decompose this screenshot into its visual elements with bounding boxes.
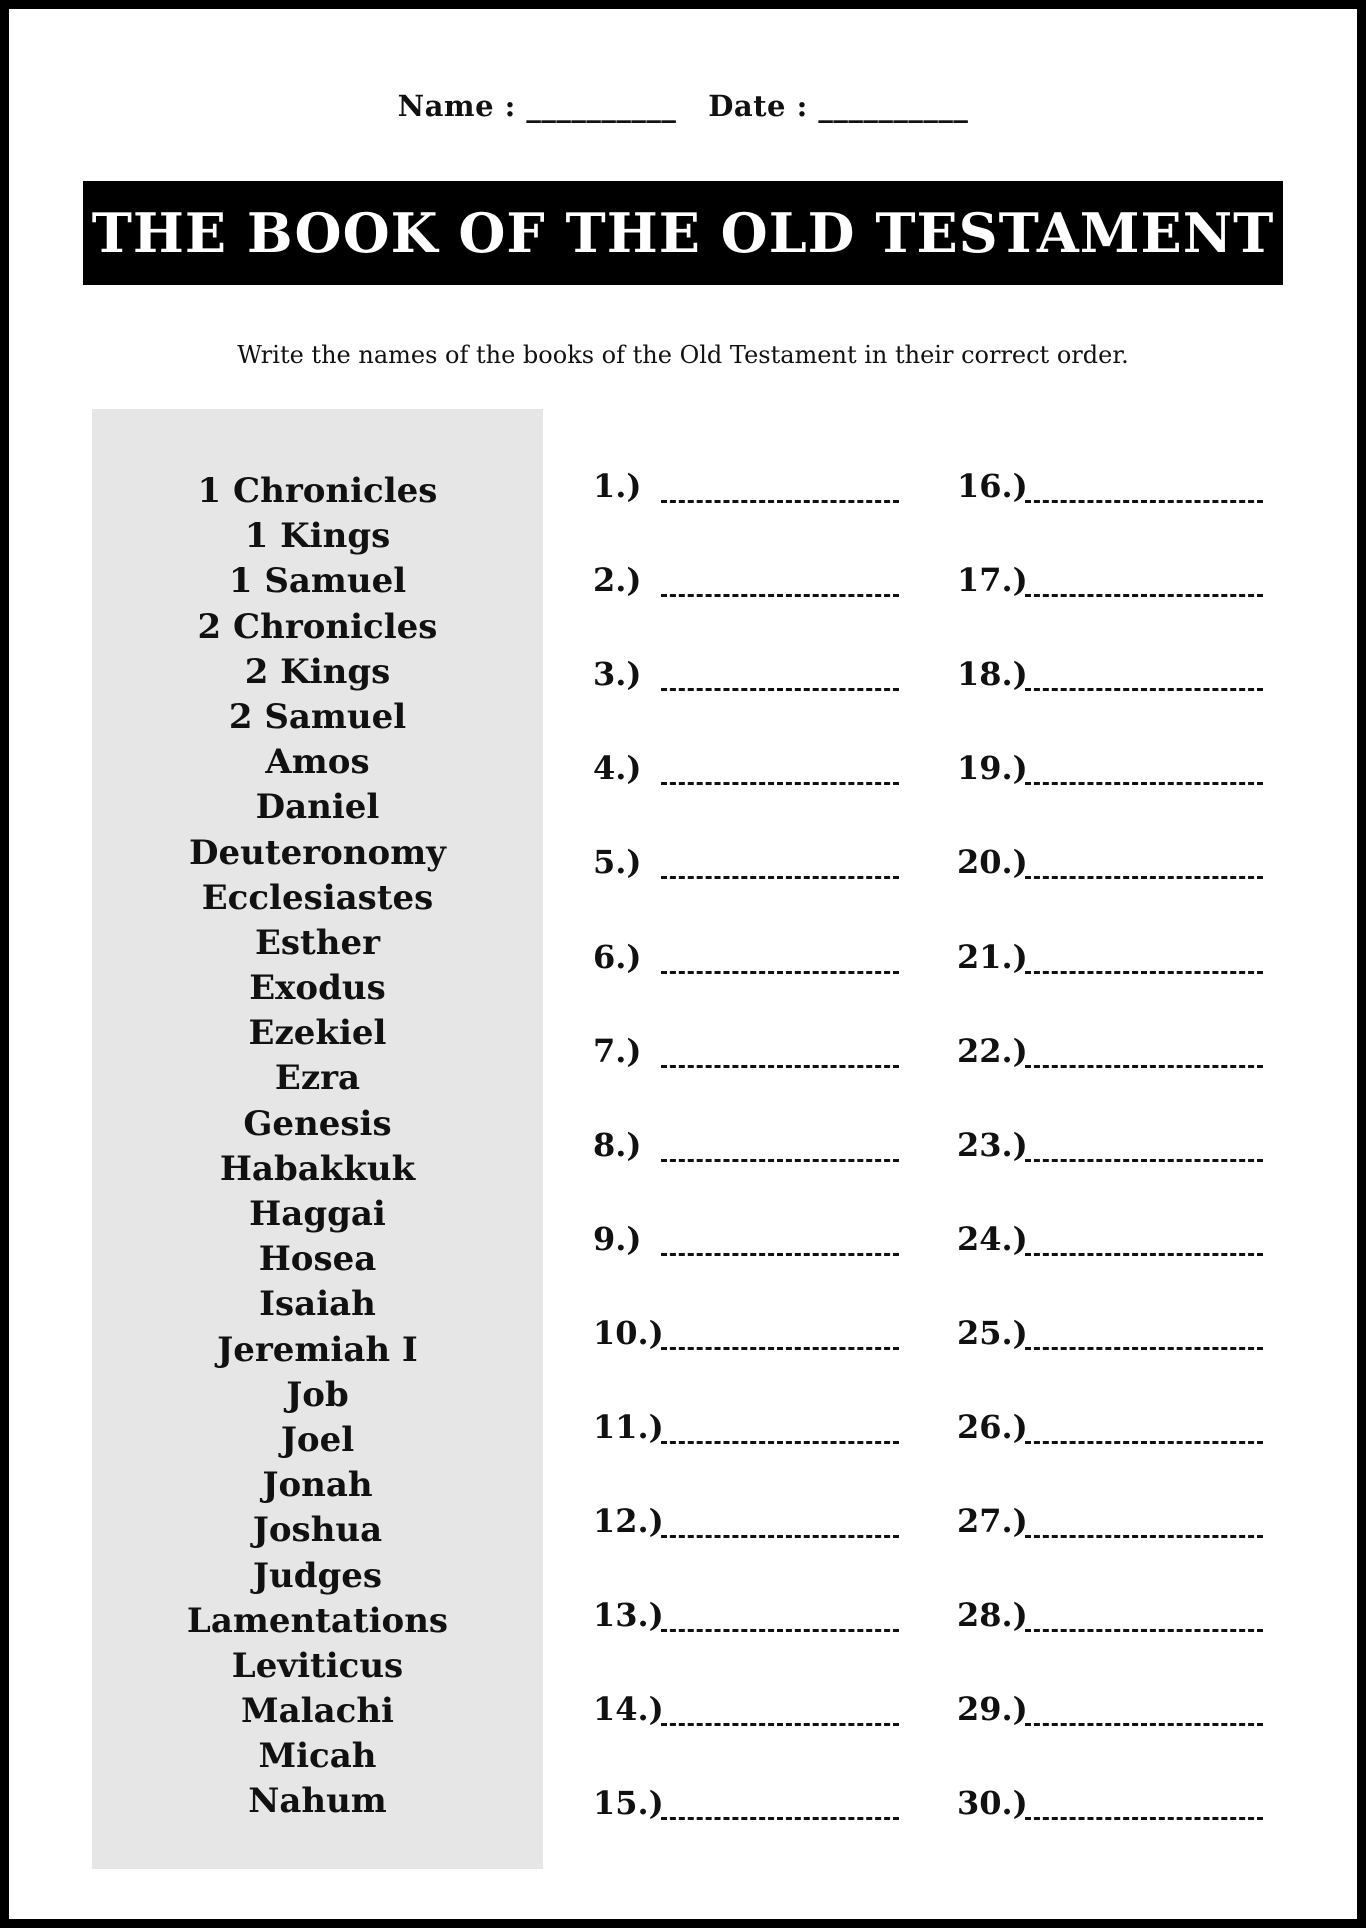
answer-row bbox=[593, 1314, 923, 1354]
answer-number: 6.) bbox=[593, 937, 642, 976]
answer-number: 9.) bbox=[593, 1219, 642, 1258]
answer-blank-line[interactable] bbox=[1025, 1441, 1263, 1444]
answer-row bbox=[593, 561, 923, 601]
answer-row bbox=[593, 1690, 923, 1730]
answer-blank-line[interactable] bbox=[661, 971, 899, 974]
word-bank-item: 1 Kings bbox=[244, 516, 391, 557]
answer-blank-line[interactable] bbox=[1025, 688, 1263, 691]
word-bank-item: Ezekiel bbox=[248, 1013, 387, 1054]
answer-row bbox=[593, 1502, 923, 1542]
answer-row bbox=[957, 467, 1287, 507]
answer-row bbox=[957, 1032, 1287, 1072]
word-bank-item: Isaiah bbox=[259, 1284, 376, 1325]
word-bank-item: Genesis bbox=[243, 1103, 392, 1144]
answer-blank-line[interactable] bbox=[661, 876, 899, 879]
answer-blank-line[interactable] bbox=[1025, 500, 1263, 503]
answer-row bbox=[593, 467, 923, 507]
answer-number: 28.) bbox=[957, 1596, 1028, 1635]
answer-blank-line[interactable] bbox=[1025, 1347, 1263, 1350]
answer-number: 15.) bbox=[593, 1784, 664, 1823]
word-bank-item: Lamentations bbox=[186, 1600, 449, 1641]
answer-blank-line[interactable] bbox=[661, 782, 899, 785]
worksheet-page bbox=[9, 9, 1357, 1919]
answer-row bbox=[957, 1690, 1287, 1730]
answer-blank-line[interactable] bbox=[1025, 1535, 1263, 1538]
answer-number: 18.) bbox=[957, 655, 1028, 694]
answer-row bbox=[957, 1408, 1287, 1448]
answer-row bbox=[957, 1220, 1287, 1260]
answer-number: 17.) bbox=[957, 561, 1028, 600]
answer-blank-line[interactable] bbox=[661, 1629, 899, 1632]
answer-number: 24.) bbox=[957, 1219, 1028, 1258]
answer-blank-line[interactable] bbox=[661, 1253, 899, 1256]
answer-row bbox=[957, 749, 1287, 789]
answer-number: 5.) bbox=[593, 843, 642, 882]
answer-row bbox=[593, 1220, 923, 1260]
word-bank-item: 1 Samuel bbox=[228, 561, 407, 602]
answer-row bbox=[593, 1408, 923, 1448]
answer-row bbox=[957, 561, 1287, 601]
answer-number: 22.) bbox=[957, 1031, 1028, 1070]
word-bank-item: Nahum bbox=[248, 1781, 387, 1822]
page-title: THE BOOK OF THE OLD TESTAMENT bbox=[91, 201, 1275, 265]
word-bank bbox=[92, 409, 543, 1869]
answer-blank-line[interactable] bbox=[661, 1159, 899, 1162]
word-bank-item: Jonah bbox=[262, 1465, 373, 1506]
word-bank-item: Exodus bbox=[249, 968, 386, 1009]
answer-number: 14.) bbox=[593, 1690, 664, 1729]
title-banner bbox=[83, 181, 1283, 285]
answer-number: 26.) bbox=[957, 1408, 1028, 1446]
word-bank-item: Joel bbox=[280, 1419, 355, 1460]
answer-blank-line[interactable] bbox=[661, 500, 899, 503]
answer-row bbox=[957, 1596, 1287, 1636]
answer-blank-line[interactable] bbox=[1025, 971, 1263, 974]
answer-number: 29.) bbox=[957, 1690, 1028, 1729]
answer-row bbox=[957, 1314, 1287, 1354]
answer-blank-line[interactable] bbox=[1025, 782, 1263, 785]
word-bank-list bbox=[92, 469, 543, 1825]
answer-blank-line[interactable] bbox=[661, 1723, 899, 1726]
word-bank-item: Job bbox=[286, 1374, 349, 1415]
word-bank-item: Joshua bbox=[252, 1510, 383, 1551]
word-bank-item: Habakkuk bbox=[219, 1148, 416, 1189]
answer-blank-line[interactable] bbox=[1025, 1159, 1263, 1162]
answer-row bbox=[593, 1032, 923, 1072]
answer-number: 10.) bbox=[593, 1313, 664, 1352]
instructions: Write the names of the books of the Old Testament in their correct order. bbox=[237, 341, 1129, 369]
answer-row bbox=[957, 843, 1287, 883]
answer-blank-line[interactable] bbox=[661, 688, 899, 691]
answer-number: 25.) bbox=[957, 1313, 1028, 1352]
answer-row bbox=[957, 655, 1287, 695]
answer-number: 27.) bbox=[957, 1502, 1028, 1541]
answer-number: 8.) bbox=[593, 1125, 642, 1164]
word-bank-item: Hosea bbox=[258, 1239, 377, 1280]
answer-row bbox=[957, 938, 1287, 978]
word-bank-item: Haggai bbox=[249, 1194, 386, 1234]
answer-blank-line[interactable] bbox=[661, 1065, 899, 1068]
word-bank-item: Judges bbox=[252, 1555, 383, 1596]
answer-number: 12.) bbox=[593, 1502, 664, 1541]
answer-number: 13.) bbox=[593, 1596, 664, 1635]
answer-blank-line[interactable] bbox=[1025, 876, 1263, 879]
answer-number: 3.) bbox=[593, 655, 642, 694]
word-bank-item: 2 Chronicles bbox=[197, 606, 438, 647]
answer-row bbox=[957, 1502, 1287, 1542]
answer-number: 19.) bbox=[957, 749, 1028, 788]
answer-number: 16.) bbox=[957, 467, 1028, 505]
word-bank-item: 2 Samuel bbox=[228, 696, 407, 737]
answer-blank-line[interactable] bbox=[661, 1347, 899, 1350]
answer-row bbox=[593, 938, 923, 978]
answer-blank-line[interactable] bbox=[1025, 1065, 1263, 1068]
word-bank-item: 1 Chronicles bbox=[197, 471, 438, 511]
answer-number: 4.) bbox=[593, 749, 642, 788]
word-bank-item: Esther bbox=[254, 922, 381, 963]
word-bank-item: 2 Kings bbox=[244, 651, 391, 692]
word-bank-item: Malachi bbox=[241, 1691, 394, 1732]
answer-row bbox=[957, 1126, 1287, 1166]
answer-row bbox=[957, 1784, 1287, 1824]
answer-number: 23.) bbox=[957, 1125, 1028, 1164]
answer-row bbox=[593, 749, 923, 789]
answer-blank-line[interactable] bbox=[1025, 1817, 1263, 1820]
answer-number: 30.) bbox=[957, 1784, 1028, 1823]
answer-blank-line[interactable] bbox=[1025, 1723, 1263, 1726]
word-bank-item: Deuteronomy bbox=[189, 832, 446, 873]
answer-blank-line[interactable] bbox=[661, 1441, 899, 1444]
word-bank-item: Micah bbox=[258, 1736, 377, 1777]
answer-number: 2.) bbox=[593, 561, 642, 600]
answer-row bbox=[593, 1126, 923, 1166]
answer-row bbox=[593, 843, 923, 883]
answer-blank-line[interactable] bbox=[1025, 1253, 1263, 1256]
answer-number: 7.) bbox=[593, 1031, 642, 1070]
answer-blank-line[interactable] bbox=[1025, 1629, 1263, 1632]
word-bank-item: Ezra bbox=[274, 1058, 361, 1099]
word-bank-item: Ecclesiastes bbox=[201, 877, 434, 918]
answer-row bbox=[593, 655, 923, 695]
answer-number: 20.) bbox=[957, 843, 1028, 882]
answer-blank-line[interactable] bbox=[1025, 594, 1263, 597]
answer-number: 11.) bbox=[593, 1408, 664, 1446]
word-bank-item: Amos bbox=[265, 742, 370, 783]
answer-number: 21.) bbox=[957, 937, 1028, 976]
word-bank-item: Leviticus bbox=[231, 1645, 404, 1686]
word-bank-item: Daniel bbox=[255, 787, 380, 828]
answer-number: 1.) bbox=[593, 467, 642, 505]
word-bank-item: Jeremiah I bbox=[217, 1329, 418, 1370]
answer-blank-line[interactable] bbox=[661, 594, 899, 597]
answer-row bbox=[593, 1596, 923, 1636]
answer-blank-line[interactable] bbox=[661, 1535, 899, 1538]
answer-row bbox=[593, 1784, 923, 1824]
answer-blank-line[interactable] bbox=[661, 1817, 899, 1820]
name-date-line: Name : __________ Date : __________ bbox=[397, 89, 969, 123]
